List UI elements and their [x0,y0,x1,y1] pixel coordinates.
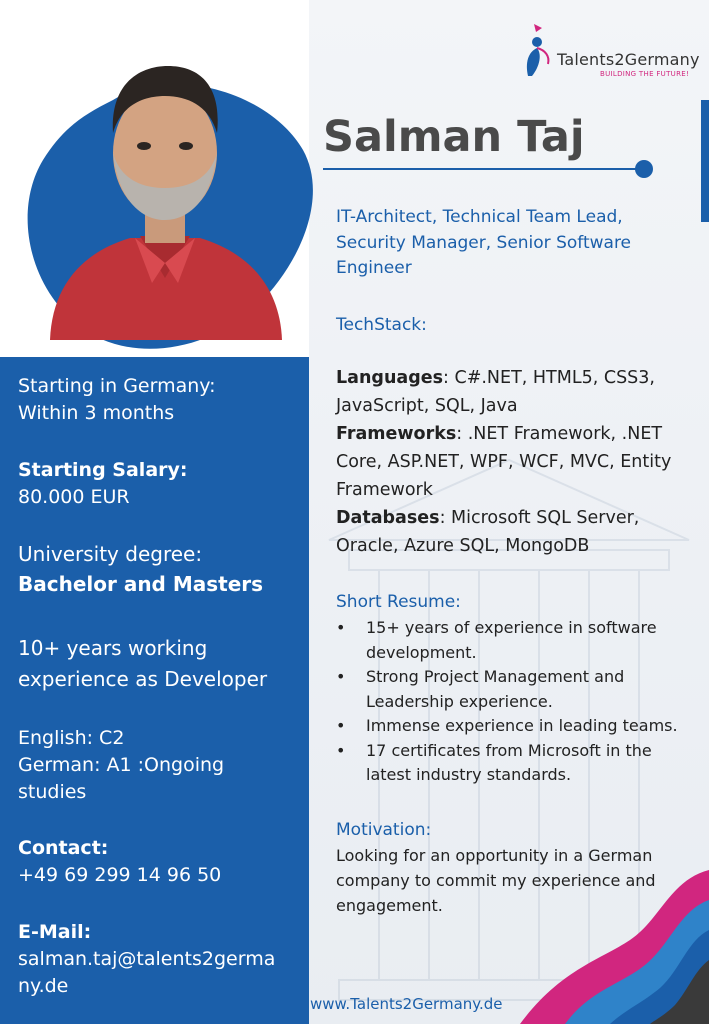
techstack-title: TechStack: [336,315,427,335]
german-level-line-2: studies [18,781,87,803]
accent-bar [701,100,709,222]
english-level: English: C2 [18,727,125,749]
start-label: Starting in Germany: [18,375,216,397]
email-label: E-Mail: [18,921,92,943]
databases-label: Databases [336,508,440,528]
list-item: • Immense experience in leading teams. [336,714,701,739]
bullet-icon: • [336,740,346,760]
german-level-line-1: German: A1 :Ongoing [18,754,225,776]
list-item: • Strong Project Management and Leadership experience. [336,667,625,711]
logo-tagline: BUILDING THE FUTURE! [600,70,690,78]
bullet-icon: • [336,716,346,735]
start-value: Within 3 months [18,402,175,424]
salary-value: 80.000 EUR [18,486,130,508]
candidate-name: Salman Taj [323,112,585,162]
website-link[interactable]: www.Talents2Germany.de [310,995,503,1013]
experience-line-1: 10+ years working [18,636,208,660]
list-item: • 15+ years of experience in software development. [336,618,657,662]
motivation-text: Looking for an opportunity in a German company to commit my experience and engagement. [336,846,656,915]
name-underline-dot [635,160,653,178]
experience-line-2: experience as Developer [18,667,268,691]
resume-title: Short Resume: [336,592,461,612]
databases-value: : Microsoft SQL Server, Oracle, Azure SQL, MongoDB [336,508,640,556]
resume-list [336,616,701,788]
email-address-line-1[interactable]: salman.taj@talents2germa [18,948,276,970]
sidebar [0,357,309,1024]
decorative-waves [520,860,709,1024]
bullet-icon: • [336,667,346,686]
salary-label: Starting Salary: [18,459,188,481]
list-item: • 17 certificates from Microsoft in the latest industry standards. [336,740,652,784]
languages-label: Languages [336,368,444,388]
bullet-icon: • [336,618,346,637]
candidate-photo [40,48,290,340]
languages-value: : C#.NET, HTML5, CSS3, JavaScript, SQL, Java [336,368,655,416]
email-address-line-2[interactable]: ny.de [18,975,69,997]
motivation-title: Motivation: [336,820,432,840]
name-underline [323,168,643,170]
frameworks-value: : .NET Framework, .NET Core, ASP.NET, WPF, WCF, MVC, Entity Framework [336,424,672,500]
candidate-roles: IT-Architect, Technical Team Lead, Security Manager, Senior Software Engineer [336,207,632,278]
degree-label: University degree: [18,542,203,566]
degree-value: Bachelor and Masters [18,572,264,596]
frameworks-label: Frameworks [336,424,457,444]
contact-label: Contact: [18,837,109,859]
techstack-details [336,364,701,560]
logo-wordmark: Talents2Germany [557,50,700,69]
contact-phone[interactable]: +49 69 299 14 96 50 [18,864,222,886]
